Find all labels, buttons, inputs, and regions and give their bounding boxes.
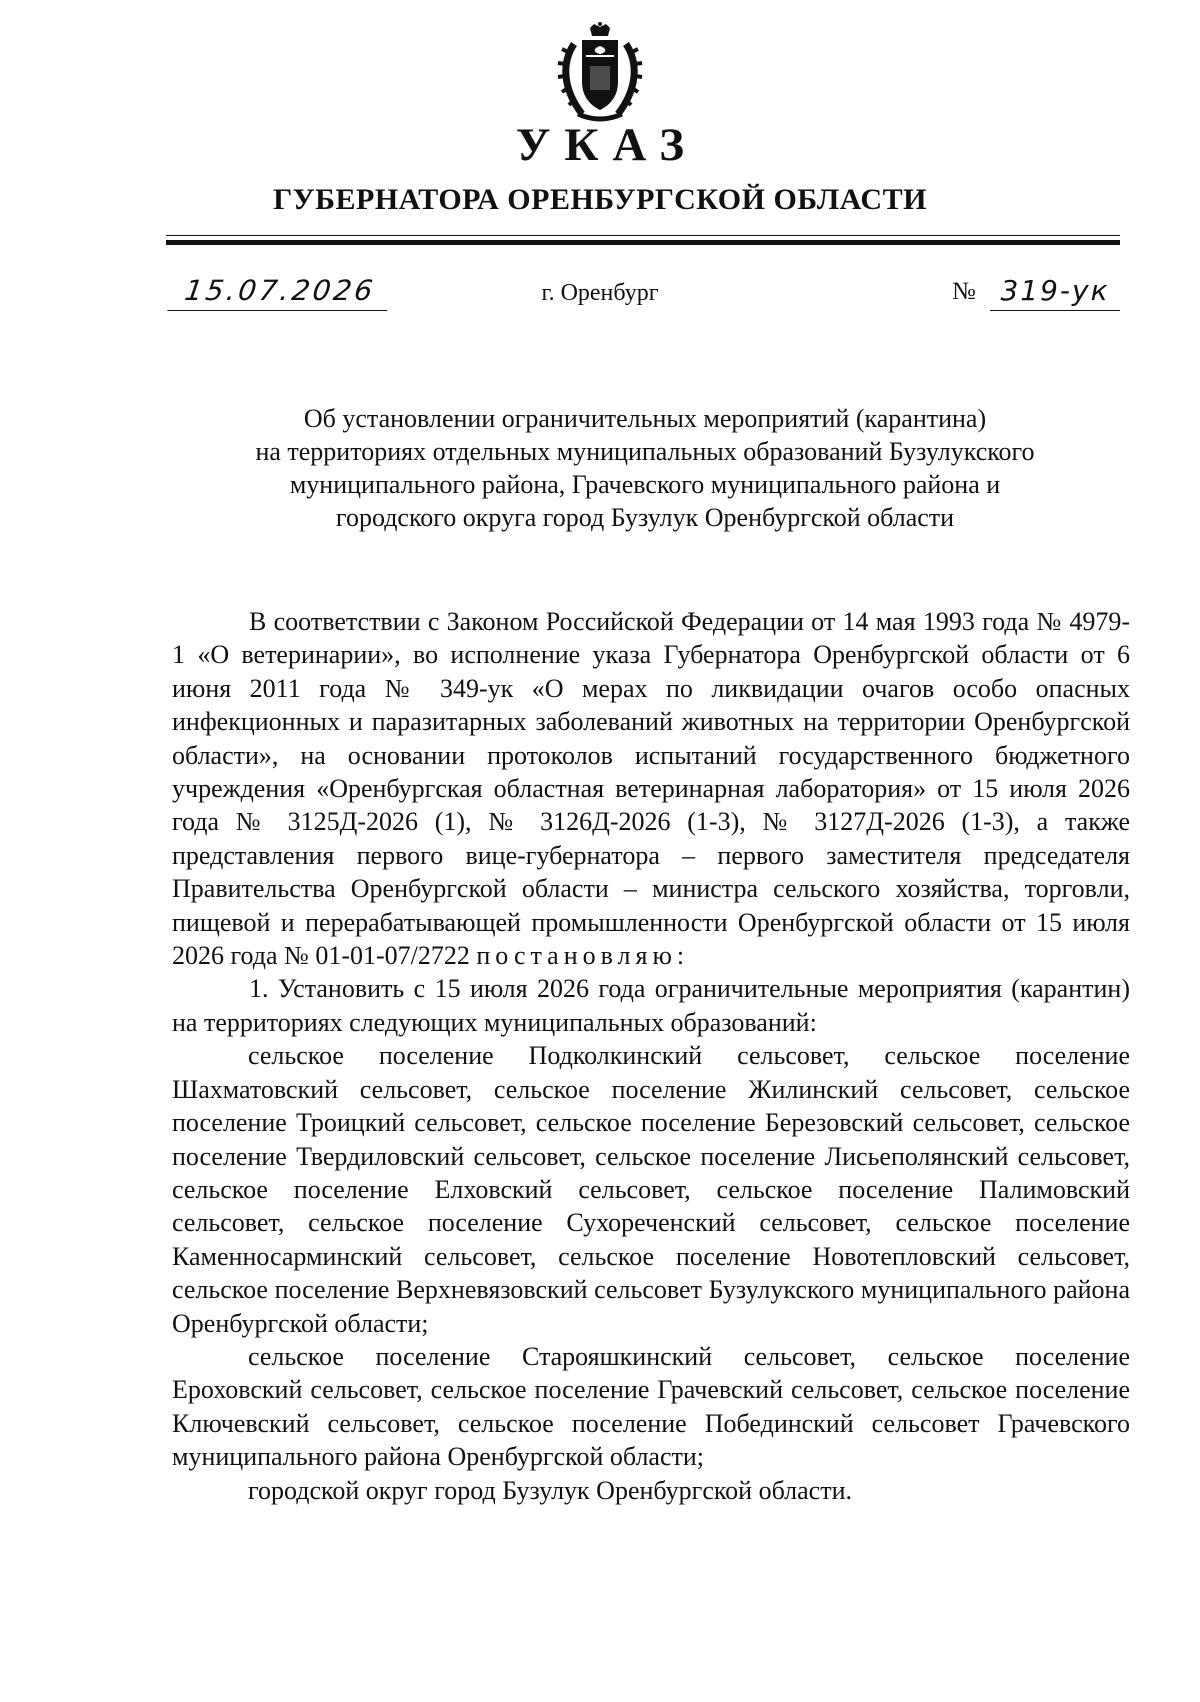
decree-word: постановляю: — [476, 941, 690, 971]
document-title: УКАЗ — [515, 119, 699, 171]
document-number-label: № — [952, 278, 976, 305]
buzuluk-city-item: городской округ город Бузулук Оренбургской области. — [248, 1475, 852, 1505]
header-divider-thick — [166, 240, 1120, 245]
heading-line: муниципального района, Грачевского муниципального района и — [289, 470, 1001, 499]
document-heading — [190, 402, 1100, 534]
coat-of-arms-icon — [556, 22, 644, 124]
buzuluk-district-list: сельское поселение Подколкинский сельсовет, сельское поселение Шахматовский сельсовет, сельское поселение Жилинский сельсовет, сельское поселение Троицкий сельсовет, сельское поселение Березовский сельсовет, сельское поселение Твердиловский сельсовет, сельское поселение Лисьеполянский сельсовет, сельское поселение Елховский сельсовет, сельское поселение Палимовский сельсовет, сельское поселение Сухореченский сельсовет, сельское поселение Каменносарминский сельсовет, сельское поселение Новотепловский сельсовет, сельское поселение Верхневязовский сельсовет Бузулукского муниципального района Оренбургской области; — [172, 1041, 1130, 1338]
document-date: 15.07.2026 — [167, 272, 392, 311]
preamble-paragraph — [172, 605, 1130, 972]
header-divider-thin — [166, 235, 1120, 236]
grachevka-district-list: сельское поселение Старояшкинский сельсовет, сельское поселение Ероховский сельсовет, сельское поселение Грачевский сельсовет, сельское поселение Ключевский сельсовет, сельское поселение Побединский сельсовет Грачевского муниципального района Оренбургской области; — [172, 1341, 1130, 1472]
document-city: г. Оренбург — [541, 280, 659, 306]
document-number: 319-ук — [990, 272, 1120, 311]
document-issuer: ГУБЕРНАТОРА ОРЕНБУРГСКОЙ ОБЛАСТИ — [273, 183, 927, 216]
heading-line: Об установлении ограничительных мероприятий (карантина) — [303, 404, 987, 433]
preamble-text: В соответствии с Законом Российской Федерации от 14 мая 1993 года № 4979-1 «О ветеринарии», во исполнение указа Губернатора Оренбургской области от 6 июня 2011 года № 349-ук «О мерах по ликвидации очагов особо опасных инфекционных и паразитарных заболеваний животных на территории Оренбургской области», на основании протоколов испытаний государственного бюджетного учреждения «Оренбургская областная ветеринарная лаборатория» от 15 июля 2026 года № 3125Д-2026 (1), № 3126Д-2026 (1-3), № 3127Д-2026 (1-3), а также представления первого вице-губернатора – первого заместителя председателя Правительства Оренбургской области – министра сельского хозяйства, торговли, пищевой и перерабатывающей промышленности Оренбургской области от 15 июля 2026 года № 01-01-07/2722 — [172, 607, 1130, 971]
heading-line: городского округа город Бузулук Оренбургской области — [335, 503, 955, 532]
item-1-paragraph: 1. Установить с 15 июля 2026 года ограничительные мероприятия (карантин) на территориях следующих муниципальных образований: — [172, 974, 1130, 1037]
document-body — [172, 605, 1130, 1507]
heading-line: на территориях отдельных муниципальных образований Бузулукского — [255, 437, 1035, 466]
